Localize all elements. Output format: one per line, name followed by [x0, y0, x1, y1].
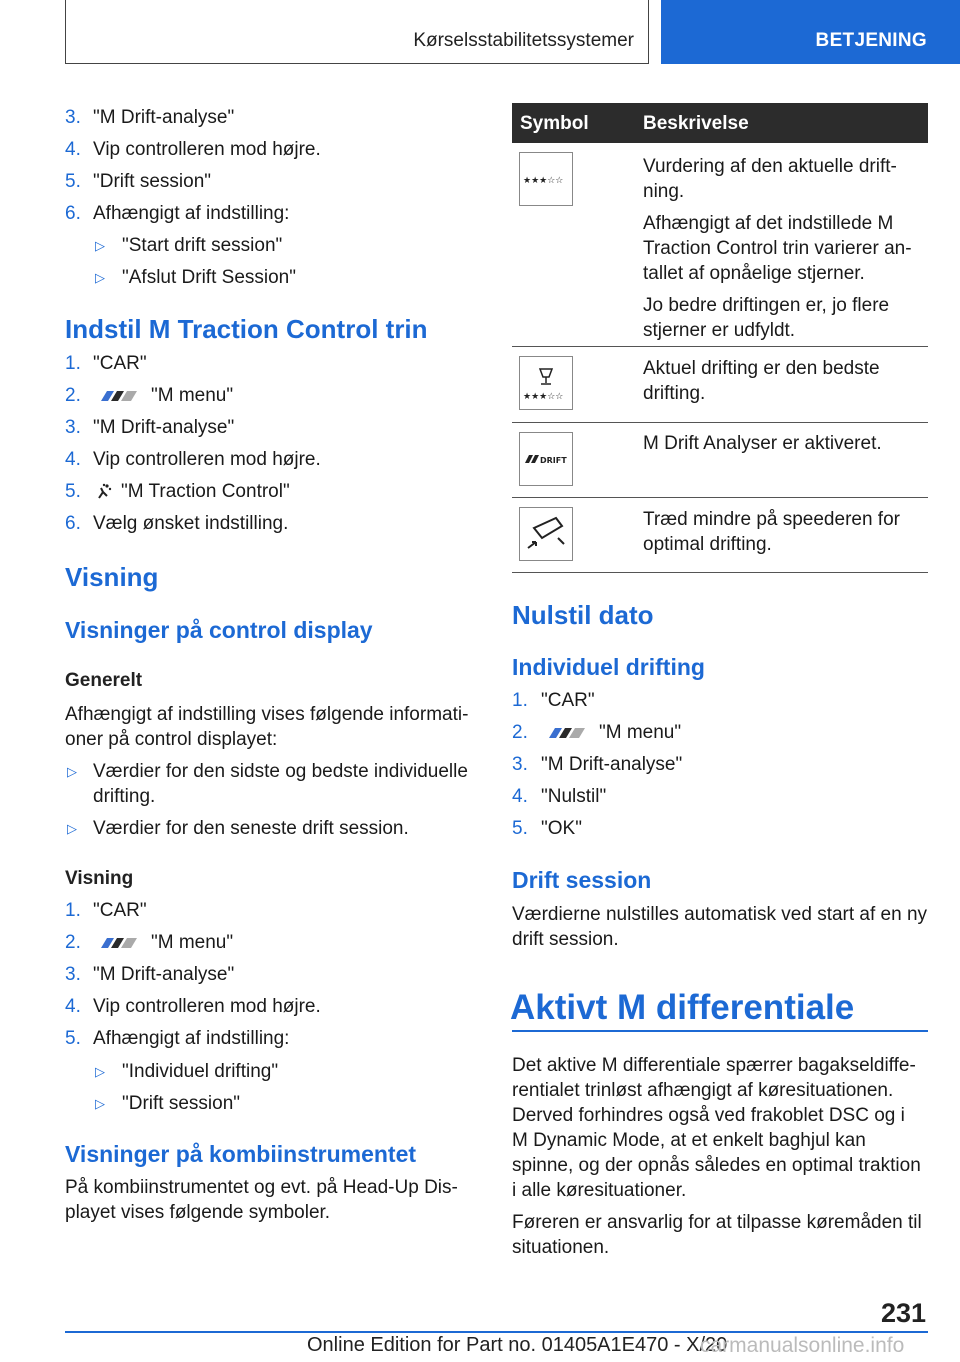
list-number: 4. [65, 449, 81, 470]
bullet-triangle-icon: ▷ [95, 1064, 105, 1079]
list-number: 1. [65, 353, 81, 374]
heading-visning: Visning [65, 562, 159, 592]
list-number: 2. [512, 722, 528, 743]
table-divider [512, 346, 928, 347]
list-number: 3. [512, 754, 528, 775]
bullet-triangle-icon: ▷ [95, 238, 105, 253]
list-item: Vælg ønsket indstilling. [93, 513, 289, 534]
heading-individuel: Individuel drifting [512, 654, 705, 680]
list-number: 5. [512, 818, 528, 839]
svg-text:★★★☆☆: ★★★☆☆ [523, 392, 564, 402]
m-menu-icon [541, 727, 591, 739]
list-number: 6. [65, 513, 81, 534]
paragraph-line: drift session. [512, 929, 619, 950]
bullet-triangle-icon: ▷ [67, 764, 77, 779]
m-drift-icon [519, 432, 573, 486]
footer-rule [65, 1331, 928, 1333]
list-item: Vip controlleren mod højre. [93, 449, 321, 470]
heading-visning-sub: Visning [65, 868, 134, 889]
paragraph-line: Værdierne nulstilles automatisk ved start af en ny [512, 904, 928, 925]
list-item: "CAR" [93, 900, 147, 921]
edition-note: Online Edition for Part no. 01405A1E470 - X/20 [307, 1334, 728, 1356]
list-item: "CAR" [93, 353, 147, 374]
heading-control-display: Visninger på control display [65, 617, 373, 643]
list-number: 2. [65, 932, 81, 953]
table-cell-description: Aktuel drifting er den bedste drifting. [643, 358, 880, 404]
list-number: 3. [65, 964, 81, 985]
list-number: 3. [65, 107, 81, 128]
table-cell-description: M Drift Analyser er aktiveret. [643, 433, 882, 454]
list-item: Afhængigt af indstilling: [93, 1028, 290, 1049]
table-divider [512, 422, 928, 423]
paragraph-aktivt: Det aktive M differentiale spærrer bagakseldiffe- rentialet trinløst afhængigt af køresituationen. Derved forhindres også ved frakoblet DSC og i M Dynamic Mode, at et enkelt baghjul kan spinne, og der opnås således en optimal traktion i alle køresituationer. Føreren er ansvarlig for at tilpasse køremåden til situationen. [512, 1055, 922, 1258]
list-number: 5. [65, 481, 81, 502]
list-item: "M menu" [541, 721, 681, 745]
heading-traction: Indstil M Traction Control trin [65, 314, 428, 344]
page-number: 231 [880, 1298, 926, 1328]
list-number: 1. [512, 690, 528, 711]
m-menu-icon [93, 937, 143, 949]
list-item: "Nulstil" [541, 786, 607, 807]
list-number: 5. [65, 1028, 81, 1049]
chapter-title: Kørselsstabilitetssystemer [413, 30, 634, 51]
stars-rating-icon [519, 152, 573, 206]
traction-control-icon [93, 482, 113, 502]
table-divider [512, 497, 928, 498]
header-chapter-box [65, 0, 649, 64]
header-section-tab [661, 0, 960, 64]
col-symbol: Symbol [520, 113, 589, 134]
list-item: Afhængigt af indstilling: [93, 203, 290, 224]
list-item: "M Drift-analyse" [93, 107, 235, 128]
svg-text:★★★☆☆: ★★★☆☆ [523, 176, 564, 186]
table-divider [512, 572, 928, 573]
list-item: Vip controlleren mod højre. [93, 139, 321, 160]
list-number: 6. [65, 203, 81, 224]
watermark: carmanualsonline.info [700, 1334, 905, 1357]
list-item: "M Drift-analyse" [93, 964, 235, 985]
col-description: Beskrivelse [643, 113, 749, 134]
heading-nulstil: Nulstil dato [512, 600, 654, 630]
list-item: "CAR" [541, 690, 595, 711]
bullet-triangle-icon: ▷ [67, 821, 77, 836]
symbol-table-header [512, 103, 928, 143]
list-number: 5. [65, 171, 81, 192]
list-number: 4. [65, 996, 81, 1017]
sub-list-item: "Individuel drifting" [122, 1061, 279, 1082]
foot-pedal-icon [519, 507, 573, 561]
trophy-stars-icon [519, 356, 573, 410]
list-item: "Drift session" [93, 171, 212, 192]
table-cell-description: Træd mindre på speederen for optimal drifting. [643, 509, 900, 555]
bullet-item: Værdier for den seneste drift session. [93, 818, 409, 839]
heading-generelt: Generelt [65, 670, 143, 691]
sub-list-item: "Start drift session" [122, 235, 283, 256]
bullet-triangle-icon: ▷ [95, 270, 105, 285]
paragraph-line: playet vises følgende symboler. [65, 1202, 331, 1223]
heading-underline [512, 1030, 928, 1032]
heading-aktivt-m-differentiale: Aktivt M differentiale [510, 988, 855, 1027]
bullet-item-cont: drifting. [93, 786, 156, 807]
heading-kombi: Visninger på kombiinstrumentet [65, 1141, 417, 1167]
list-item: "M Drift-analyse" [93, 417, 235, 438]
list-number: 4. [65, 139, 81, 160]
list-number: 1. [65, 900, 81, 921]
section-title: BETJENING [815, 30, 927, 51]
list-number: 3. [65, 417, 81, 438]
svg-text:DRIFT: DRIFT [540, 456, 567, 465]
sub-list-item: "Afslut Drift Session" [122, 267, 296, 288]
paragraph-line: oner på control displayet: [65, 729, 278, 750]
list-item: Vip controlleren mod højre. [93, 996, 321, 1017]
list-item: "M menu" [93, 384, 233, 408]
list-item: "M menu" [93, 931, 233, 955]
bullet-item: Værdier for den sidste og bedste individuelle [93, 761, 468, 782]
list-number: 2. [65, 385, 81, 406]
bullet-triangle-icon: ▷ [95, 1096, 105, 1111]
m-menu-icon [93, 390, 143, 402]
paragraph-line: Afhængigt af indstilling vises følgende informati- [65, 704, 469, 725]
list-item: "M Drift-analyse" [541, 754, 683, 775]
table-cell-description: Vurdering af den aktuelle drift- ning. Afhængigt af det indstillede M Traction Control trin varierer an- tallet af opnåelige stjerner. Jo bedre driftingen er, jo flere stjerner er udfyldt. [643, 156, 912, 341]
list-item: "M Traction Control" [93, 480, 290, 504]
paragraph-line: På kombiinstrumentet og evt. på Head-Up Dis- [65, 1177, 458, 1198]
list-number: 4. [512, 786, 528, 807]
list-item: "OK" [541, 818, 582, 839]
heading-drift-session: Drift session [512, 867, 652, 893]
sub-list-item: "Drift session" [122, 1093, 241, 1114]
